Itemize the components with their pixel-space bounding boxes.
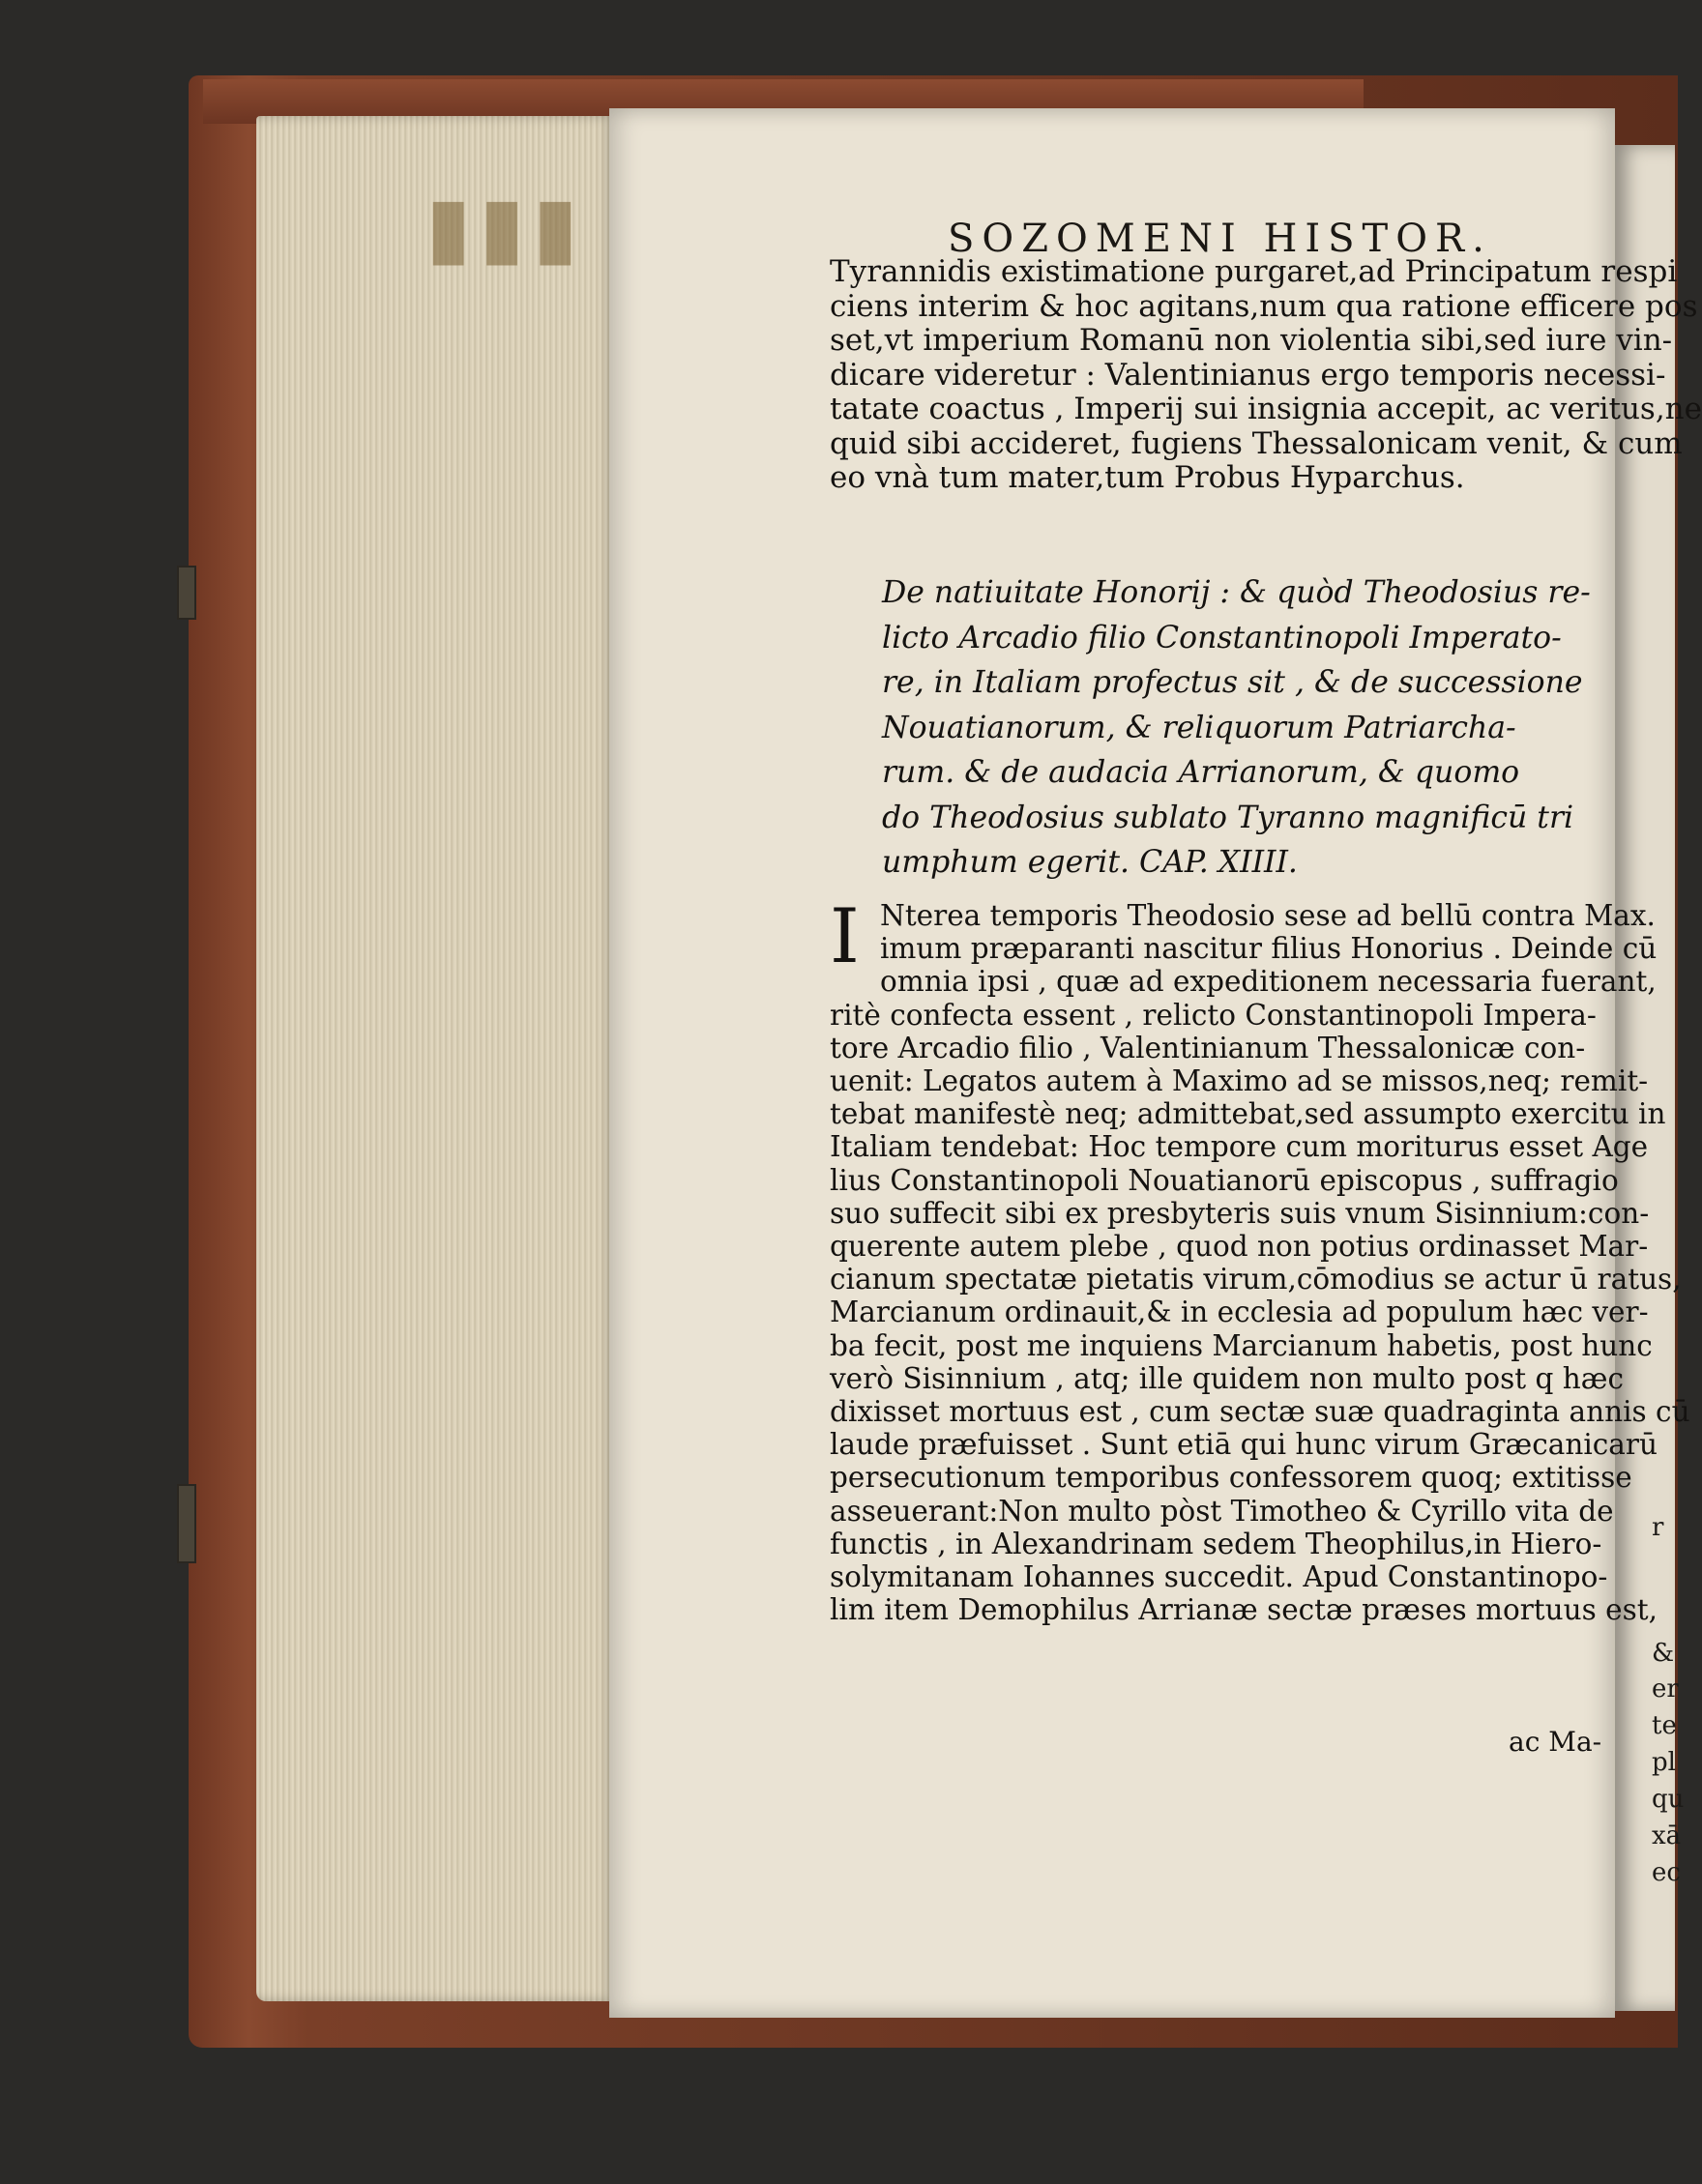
heading-line: De natiuitate Honorij : & quòd Theodosius re- — [882, 575, 1591, 610]
text-line: suo suffecit sibi ex presbyteris suis vnum Sisinnium:con- — [830, 1196, 1650, 1230]
facing-page-glyph: & — [1652, 1639, 1675, 1668]
text-line: lius Constantinopoli Nouatianorū episcopus , suffragio — [830, 1163, 1619, 1197]
facing-page-glyph: pl — [1652, 1748, 1676, 1777]
paragraph-2 — [830, 893, 1690, 1627]
text-line: asseuerant:Non multo pòst Timotheo & Cyrillo vita de — [830, 1494, 1614, 1528]
text-line: Nterea temporis Theodosio sese ad bellū contra Max. — [880, 899, 1656, 932]
text-line: laude præfuisset . Sunt etiā qui hunc virum Græcanicarū — [830, 1428, 1658, 1462]
text-line: dixisset mortuus est , cum sectæ suæ quadraginta annis cū — [830, 1395, 1690, 1429]
text-line: persecutionum temporibus confessorem quoq; extitisse — [830, 1461, 1632, 1495]
text-line: verò Sisinnium , atq; ille quidem non multo post q hæc — [830, 1361, 1624, 1395]
running-head: SOZOMENI HISTOR. — [948, 217, 1492, 261]
clasp-upper — [177, 566, 196, 620]
facing-page-glyph: xā — [1652, 1821, 1682, 1850]
text-line: omnia ipsi , quæ ad expeditionem necessaria fuerant, — [880, 965, 1657, 999]
text-line: ba fecit, post me inquiens Marcianum habetis, post hunc — [830, 1328, 1653, 1362]
text-line: dicare videretur : Valentinianus ergo temporis necessi- — [830, 357, 1666, 393]
text-line: quid sibi accideret, fugiens Thessalonicam venit, & cum — [830, 425, 1683, 461]
facing-page-glyph: te — [1652, 1711, 1677, 1740]
page-edge-ink-mark: ▮▮▮ — [426, 178, 586, 276]
text-line: Marcianum ordinauit,& in ecclesia ad populum hæc ver- — [830, 1296, 1649, 1329]
text-line: solymitanam Iohannes succedit. Apud Constantinopo- — [830, 1560, 1608, 1594]
heading-line: Nouatianorum, & reliquorum Patriarcha- — [882, 710, 1516, 745]
heading-line: rum. & de audacia Arrianorum, & quomo — [882, 755, 1520, 790]
text-line: uenit: Legatos autem à Maximo ad se missos,neq; remit- — [830, 1064, 1649, 1098]
text-line: functis , in Alexandrinam sedem Theophilus,in Hiero- — [830, 1527, 1602, 1560]
facing-page-glyph: r — [1652, 1513, 1664, 1542]
clasp-lower — [177, 1484, 196, 1563]
text-line: tatate coactus , Imperij sui insignia accepit, ac veritus,ne — [830, 392, 1702, 426]
heading-line: re, in Italiam profectus sit , & de successione — [882, 665, 1583, 700]
heading-line: umphum egerit. CAP. XIIII. — [882, 845, 1298, 880]
facing-page-glyph: er — [1652, 1674, 1679, 1704]
paragraph-1 — [830, 255, 1702, 496]
text-line: ciens interim & hoc agitans,num qua ratione efficere pos — [830, 288, 1698, 324]
facing-page-glyph: qu — [1652, 1785, 1685, 1814]
text-line: cianum spectatæ pietatis virum,cōmodius se actur ū ratus, — [830, 1263, 1682, 1296]
text-line: lim item Demophilus Arrianæ sectæ præses mortuus est, — [830, 1593, 1658, 1627]
text-line: ritè confecta essent , relicto Constantinopoli Impera- — [830, 998, 1597, 1032]
catchword: ac Ma- — [1509, 1726, 1602, 1758]
text-line: eo vnà tum mater,tum Probus Hyparchus. — [830, 460, 1465, 495]
text-line: Italiam tendebat: Hoc tempore cum moriturus esset Age — [830, 1130, 1649, 1164]
text-line: imum præparanti nascitur filius Honorius . Deinde cū — [880, 932, 1658, 966]
text-line: tore Arcadio filio , Valentinianum Thessalonicæ con- — [830, 1031, 1586, 1064]
page-edge-stack — [256, 116, 614, 2001]
chapter-heading — [882, 570, 1591, 886]
text-line: querente autem plebe , quod non potius ordinasset Mar- — [830, 1230, 1649, 1264]
text-line: tebat manifestè neq; admittebat,sed assumpto exercitu in — [830, 1097, 1666, 1131]
text-line: set,vt imperium Romanū non violentia sibi,sed iure vin- — [830, 323, 1673, 358]
facing-page-glyph: ec — [1652, 1858, 1681, 1887]
text-line: Tyrannidis existimatione purgaret,ad Principatum respi — [830, 254, 1678, 289]
heading-line: licto Arcadio filio Constantinopoli Imperato- — [882, 620, 1562, 655]
heading-line: do Theodosius sublato Tyranno magnificū tri — [882, 800, 1574, 835]
drop-cap: I — [830, 893, 860, 980]
